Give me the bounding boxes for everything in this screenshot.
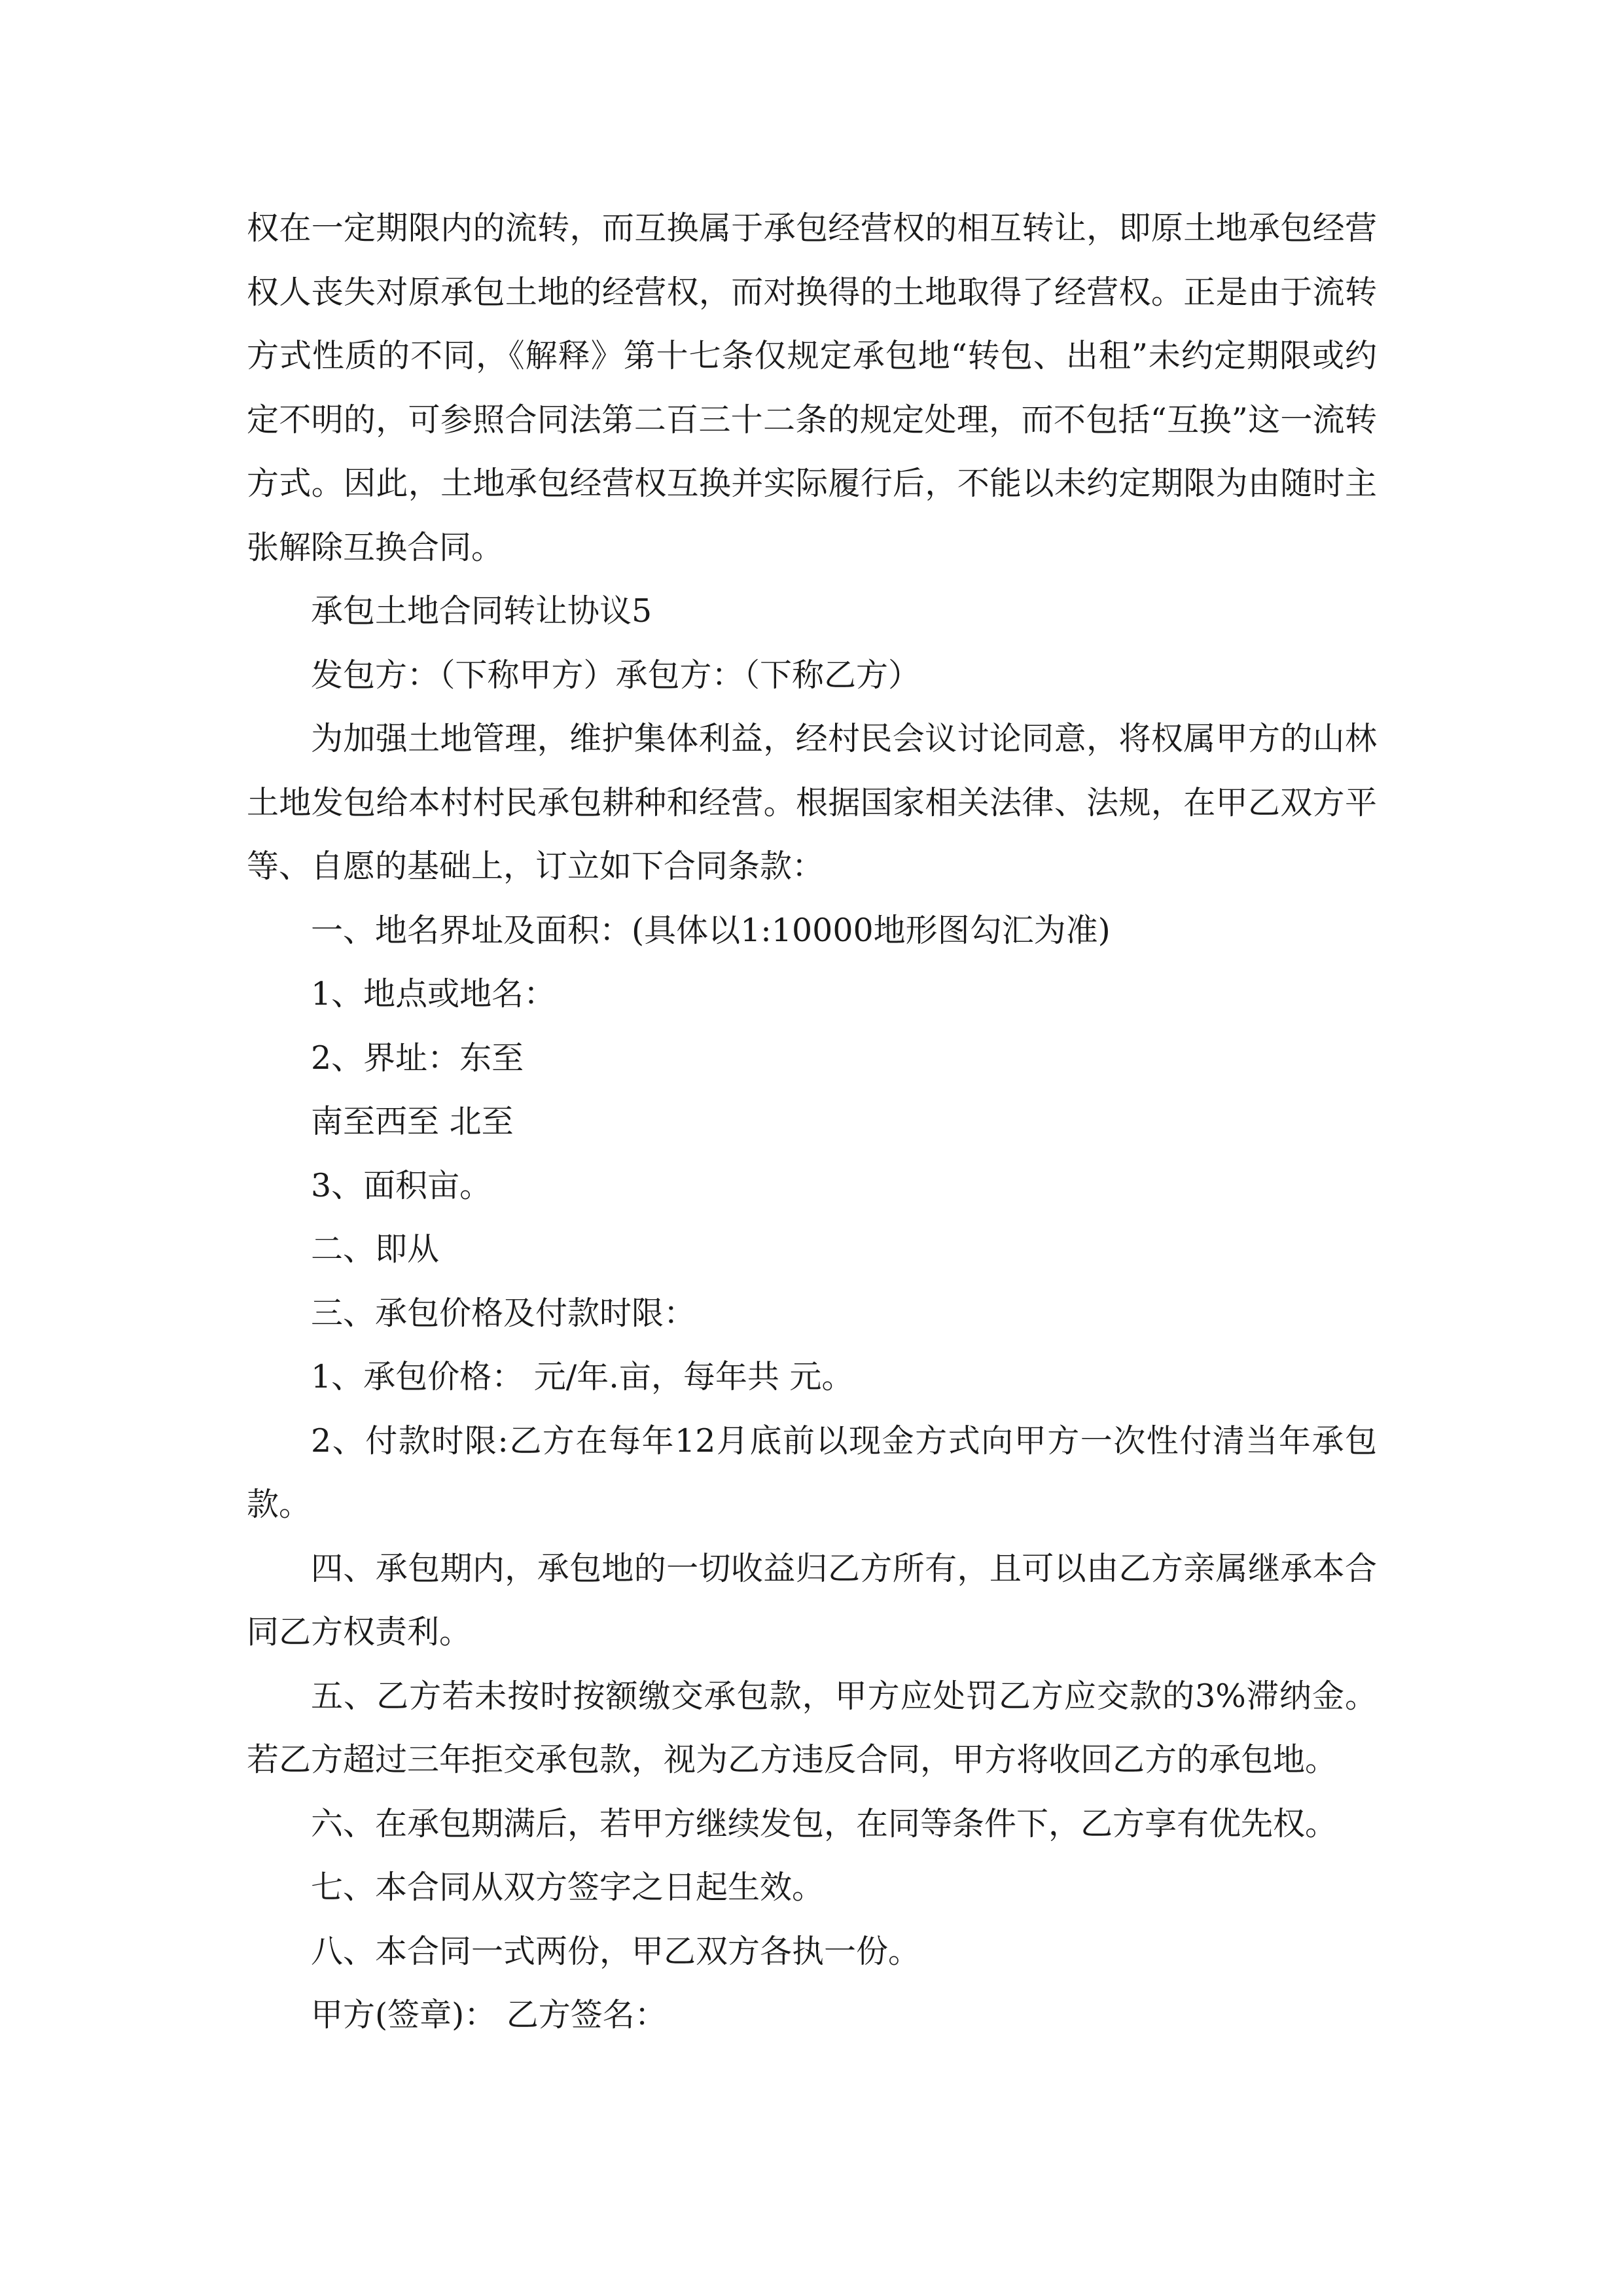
clause-8: 八、本合同一式两份，甲乙双方各执一份。 — [311, 1932, 921, 1970]
clause-3-heading: 三、承包价格及付款时限： — [311, 1294, 696, 1332]
paragraph-continuation: 权在一定期限内的流转，而互换属于承包经营权的相互转让，即原土地承包经营权人丧失对原承包土地的经营权，而对换得的土地取得了经营权。正是由于流转方式性质的不同，《解释》第十七条仅规定承包地“转包、出租”未约定期限或约定不明的，可参照合同法第二百三十二条的规定处理，而不包括“互换”这一流转方式。因此，土地承包经营权互换并实际履行后，不能以未约定期限为由随时主张解除互换合同。 — [247, 209, 1377, 566]
clause-5: 五、乙方若未按时按额缴交承包款，甲方应处罚乙方应交款的3%滞纳金。若乙方超过三年拒交承包款，视为乙方违反合同，甲方将收回乙方的承包地。 — [247, 1677, 1377, 1778]
document-page — [247, 196, 1377, 2047]
clause-4: 四、承包期内，承包地的一切收益归乙方所有，且可以由乙方亲属继承本合同乙方权责利。 — [247, 1549, 1377, 1651]
agreement-title: 承包土地合同转让协议5 — [311, 592, 652, 630]
signature-line: 甲方(签章)： 乙方签名： — [311, 1996, 667, 2034]
clause-1-item-2: 2、界址：东至 — [311, 1039, 524, 1077]
clause-3-item-1: 1、承包价格： 元/年.亩，每年共 元。 — [311, 1358, 854, 1395]
clause-7: 七、本合同从双方签字之日起生效。 — [311, 1869, 825, 1906]
parties-line: 发包方：（下称甲方）承包方：（下称乙方） — [311, 656, 921, 694]
clause-2: 二、即从 — [311, 1230, 440, 1268]
clause-1-heading: 一、地名界址及面积：(具体以1:10000地形图勾汇为准) — [311, 911, 1111, 949]
clause-1-item-1: 1、地点或地名： — [311, 975, 556, 1013]
clause-1-item-2-cont: 南至西至 北至 — [311, 1103, 514, 1140]
clause-1-item-3: 3、面积亩。 — [311, 1166, 492, 1204]
preamble-paragraph: 为加强土地管理，维护集体利益，经村民会议讨论同意，将权属甲方的山林土地发包给本村村民承包耕种和经营。根据国家相关法律、法规，在甲乙双方平等、自愿的基础上，订立如下合同条款： — [247, 720, 1377, 885]
clause-3-item-2: 2、付款时限:乙方在每年12月底前以现金方式向甲方一次性付清当年承包款。 — [247, 1422, 1377, 1523]
clause-6: 六、在承包期满后，若甲方继续发包，在同等条件下，乙方享有优先权。 — [311, 1804, 1338, 1842]
